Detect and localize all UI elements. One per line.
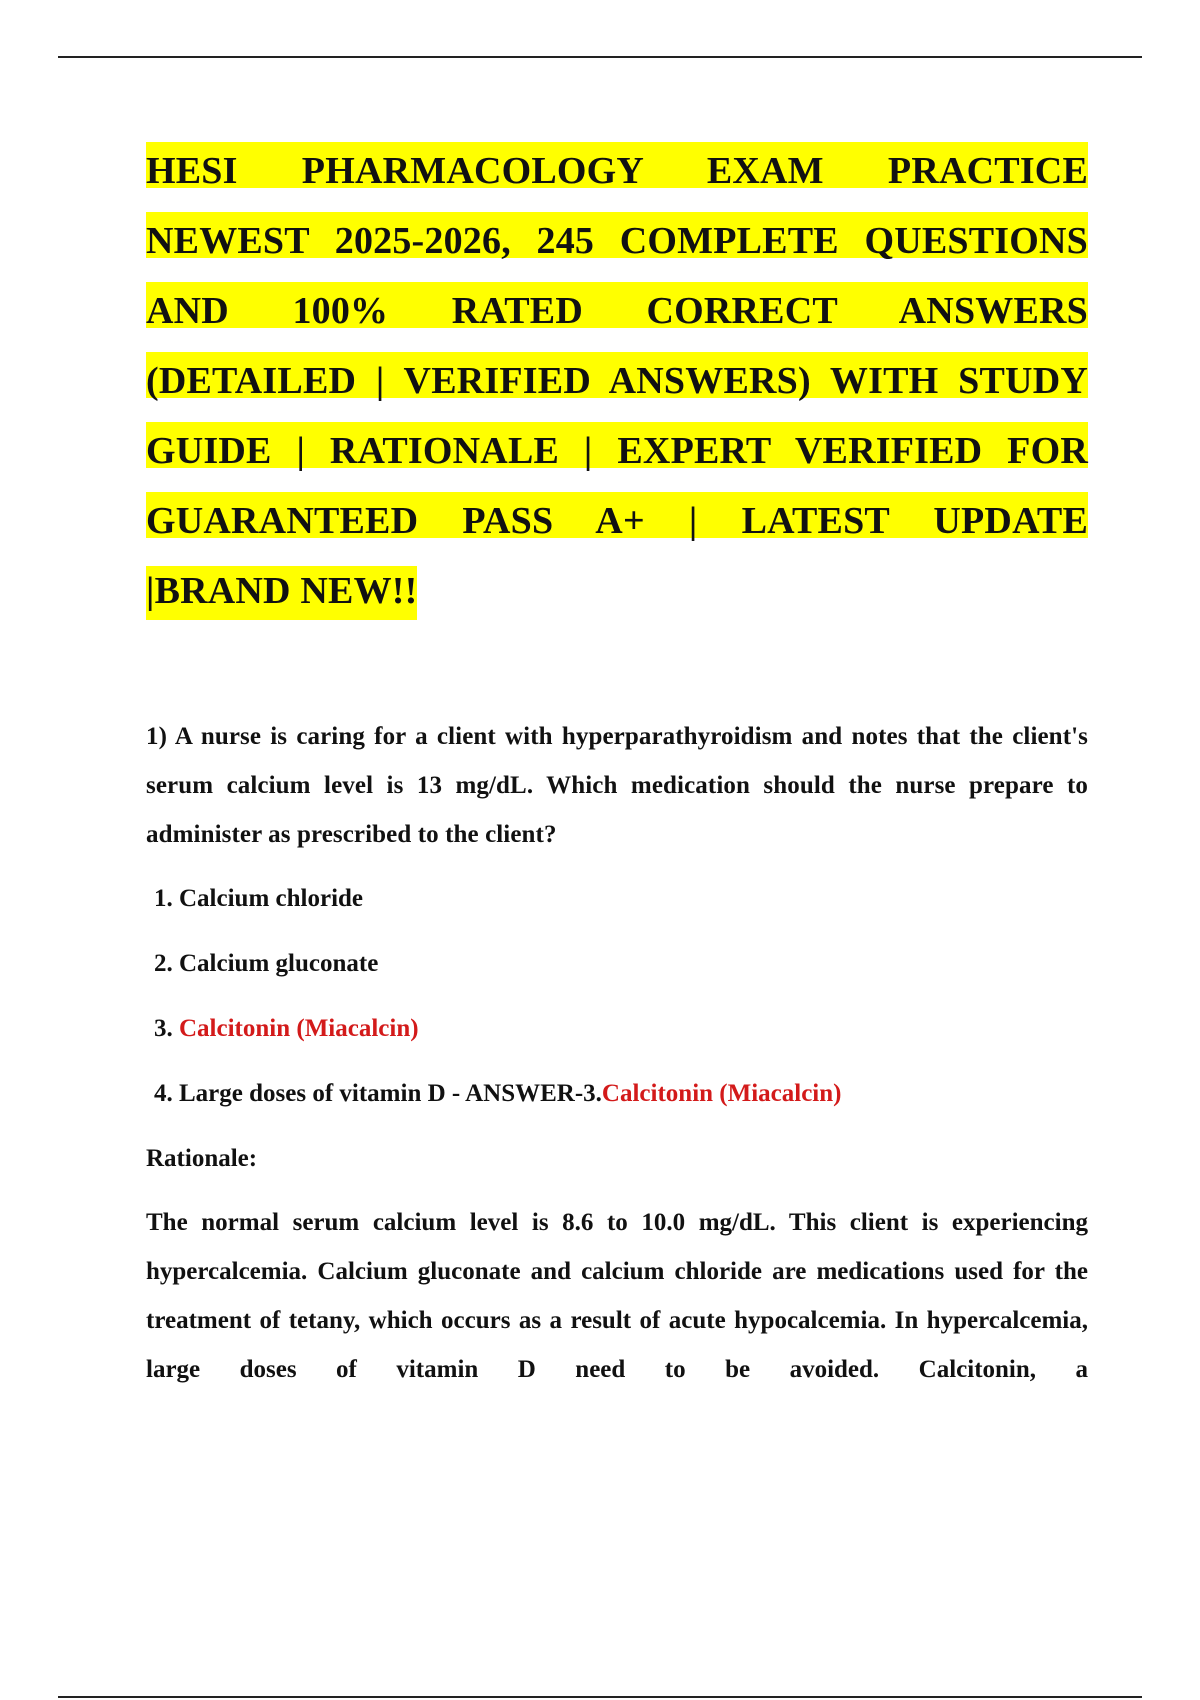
option-3-text: Calcitonin (Miacalcin) bbox=[179, 1015, 419, 1042]
option-3 bbox=[146, 1014, 1088, 1044]
title-line-3: AND 100% RATED CORRECT ANSWERS bbox=[146, 276, 1088, 346]
title-line-6: GUARANTEED PASS A+ | LATEST UPDATE bbox=[146, 486, 1088, 556]
option-4 bbox=[146, 1079, 1088, 1109]
option-2 bbox=[146, 949, 1088, 979]
title-line-1: HESI PHARMACOLOGY EXAM PRACTICE bbox=[146, 136, 1088, 206]
bottom-rule bbox=[58, 1696, 1142, 1698]
correct-answer-text: Calcitonin (Miacalcin) bbox=[601, 1080, 842, 1107]
option-2-number: 2. bbox=[154, 950, 173, 977]
option-3-number: 3. bbox=[154, 1015, 173, 1042]
document-title bbox=[146, 136, 1088, 626]
rationale-label: Rationale: bbox=[146, 1145, 258, 1172]
option-1-number: 1. bbox=[154, 885, 173, 912]
title-line-7-text: |BRAND NEW!! bbox=[146, 566, 417, 620]
option-4-number: 4. bbox=[154, 1080, 173, 1107]
top-rule bbox=[58, 56, 1142, 58]
title-line-7 bbox=[146, 556, 1088, 626]
title-line-4: (DETAILED | VERIFIED ANSWERS) WITH STUDY bbox=[146, 346, 1088, 416]
option-1 bbox=[146, 884, 1088, 914]
answer-options bbox=[146, 884, 1088, 1109]
option-2-text: Calcium gluconate bbox=[179, 950, 379, 977]
option-4-text: Large doses of vitamin D - ANSWER-3. bbox=[179, 1080, 602, 1107]
rationale-text: The normal serum calcium level is 8.6 to 10.0 mg/dL. This client is experiencing hypercalcemia. Calcium gluconate and calcium chloride are medications used for the treatment of tetany, which occurs as a result of acute hypocalcemia. In hypercalcemia, large doses of vitamin D need to be avoided. Calcitonin, a bbox=[146, 1209, 1088, 1383]
question-stem: 1) A nurse is caring for a client with hyperparathyroidism and notes that the client's serum calcium level is 13 mg/dL. Which medication should the nurse prepare to administer as prescribed to the client? bbox=[146, 723, 1088, 848]
page-content bbox=[146, 136, 1088, 1419]
title-line-5: GUIDE | RATIONALE | EXPERT VERIFIED FOR bbox=[146, 416, 1088, 486]
title-line-2: NEWEST 2025-2026, 245 COMPLETE QUESTIONS bbox=[146, 206, 1088, 276]
option-1-text: Calcium chloride bbox=[179, 885, 364, 912]
